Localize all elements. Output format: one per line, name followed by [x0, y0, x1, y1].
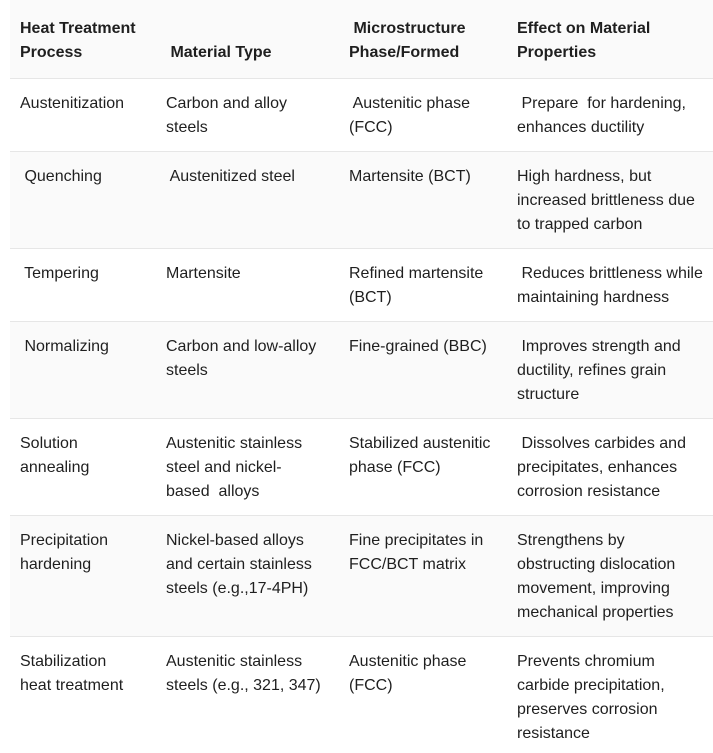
cell-material-type: Carbon and alloy steels [166, 95, 287, 136]
cell-effect: Prepare for hardening, enhances ductility [517, 95, 686, 136]
table-header-row [10, 0, 713, 79]
cell-microstructure: Refined martensite (BCT) [349, 265, 484, 306]
cell-material-type: Austenitized steel [166, 168, 295, 185]
cell-effect: High hardness, but increased brittleness due to trapped carbon [517, 168, 695, 233]
cell-process: Normalizing [20, 338, 109, 355]
header-process: Heat Treatment Process [20, 20, 136, 61]
cell-effect: Prevents chromium carbide precipitation, preserves corrosion resistance [517, 653, 665, 742]
table-row [10, 249, 713, 322]
cell-effect: Dissolves carbides and precipitates, enhances corrosion resistance [517, 435, 686, 500]
table-row [10, 637, 713, 753]
header-effect: Effect on Material Properties [517, 20, 651, 61]
cell-process: Quenching [20, 168, 102, 185]
cell-material-type: Austenitic stainless steels (e.g., 321, 347) [166, 653, 321, 694]
cell-process: Austenitization [20, 95, 125, 112]
cell-microstructure: Austenitic phase (FCC) [349, 95, 470, 136]
cell-effect: Reduces brittleness while maintaining hardness [517, 265, 703, 306]
header-material-type: Material Type [170, 44, 272, 61]
cell-effect: Improves strength and ductility, refines grain structure [517, 338, 681, 403]
cell-process: Solution annealing [20, 435, 90, 476]
cell-microstructure: Martensite (BCT) [349, 168, 471, 185]
table-row [10, 516, 713, 637]
cell-material-type: Nickel-based alloys and certain stainless steels (e.g.,17-4PH) [166, 532, 312, 597]
cell-microstructure: Austenitic phase (FCC) [349, 653, 467, 694]
table-row [10, 419, 713, 516]
cell-material-type: Austenitic stainless steel and nickel- based alloys [166, 435, 303, 500]
cell-material-type: Carbon and low-alloy steels [166, 338, 317, 379]
table-row [10, 322, 713, 419]
cell-process: Precipitation hardening [20, 532, 109, 573]
header-microstructure: Microstructure Phase/Formed [349, 20, 466, 61]
table-row [10, 152, 713, 249]
cell-microstructure: Fine precipitates in FCC/BCT matrix [349, 532, 484, 573]
cell-process: Stabilization heat treatment [20, 653, 124, 694]
cell-microstructure: Stabilized austenitic phase (FCC) [349, 435, 491, 476]
cell-microstructure: Fine-grained (BBC) [349, 338, 487, 355]
cell-process: Tempering [20, 265, 99, 282]
table-row [10, 79, 713, 152]
cell-effect: Strengthens by obstructing dislocation movement, improving mechanical properties [517, 532, 676, 621]
cell-material-type: Martensite [166, 265, 241, 282]
